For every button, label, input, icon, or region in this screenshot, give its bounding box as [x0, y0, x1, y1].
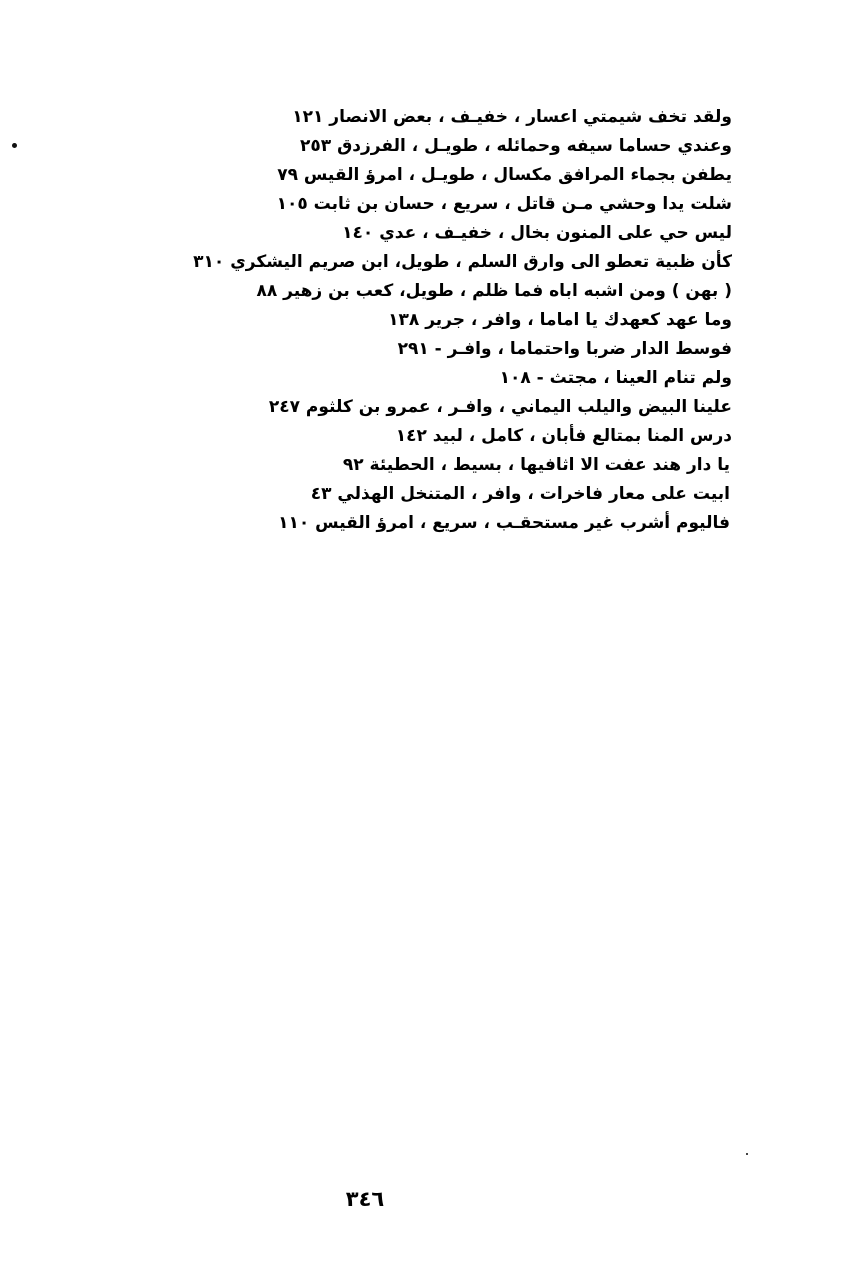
verse-entry: فوسط الدار ضربا واحتماما ، وافـر - ٢٩١	[397, 339, 732, 359]
verse-entry: كأن ظبية تعطو الى وارق السلم ، طويل، ابن صريم اليشكري ٣١٠	[193, 252, 732, 272]
page-number: ٣٤٦	[345, 1187, 385, 1211]
speck-mark	[746, 1153, 748, 1155]
verse-entry: ولم تنام العينا ، مجتث - ١٠٨	[499, 368, 732, 388]
verse-entry: شلت يدا وحشي مـن قاتل ، سريع ، حسان بن ثابت ١٠٥	[276, 194, 732, 214]
verse-entry: وما عهد كعهدك يا اماما ، وافر ، جرير ١٣٨	[388, 310, 732, 330]
verse-entry: درس المنا بمتالع فأبان ، كامل ، لبيد ١٤٢	[395, 426, 732, 446]
verse-entry: ابيت على معار فاخرات ، وافر ، المتنخل الهذلي ٤٣	[310, 484, 730, 504]
verse-entry: علينا البيض واليلب اليماني ، وافـر ، عمرو بن كلثوم ٢٤٧	[268, 397, 732, 417]
verse-entry: وعندي حساما سيفه وحمائله ، طويـل ، الفرزدق ٢٥٣	[300, 136, 732, 156]
verse-index-list	[172, 103, 732, 538]
verse-entry: ليس حي على المنون بخال ، خفيـف ، عدي ١٤٠	[342, 223, 732, 243]
verse-entry: فاليوم أشرب غير مستحقـب ، سريع ، امرؤ القيس ١١٠	[278, 513, 730, 533]
verse-entry: يطفن بجماء المرافق مكسال ، طويـل ، امرؤ القيس ٧٩	[277, 165, 732, 185]
verse-entry: ( بهن ) ومن اشبه اباه فما ظلم ، طويل، كعب بن زهير ٨٨	[256, 281, 732, 301]
verse-entry: ولقد تخف شيمتي اعسار ، خفيـف ، بعض الانصار ١٢١	[292, 107, 732, 127]
margin-dot	[12, 143, 17, 148]
verse-entry: يا دار هند عفت الا اثافيها ، بسيط ، الحطيئة ٩٢	[342, 455, 730, 475]
